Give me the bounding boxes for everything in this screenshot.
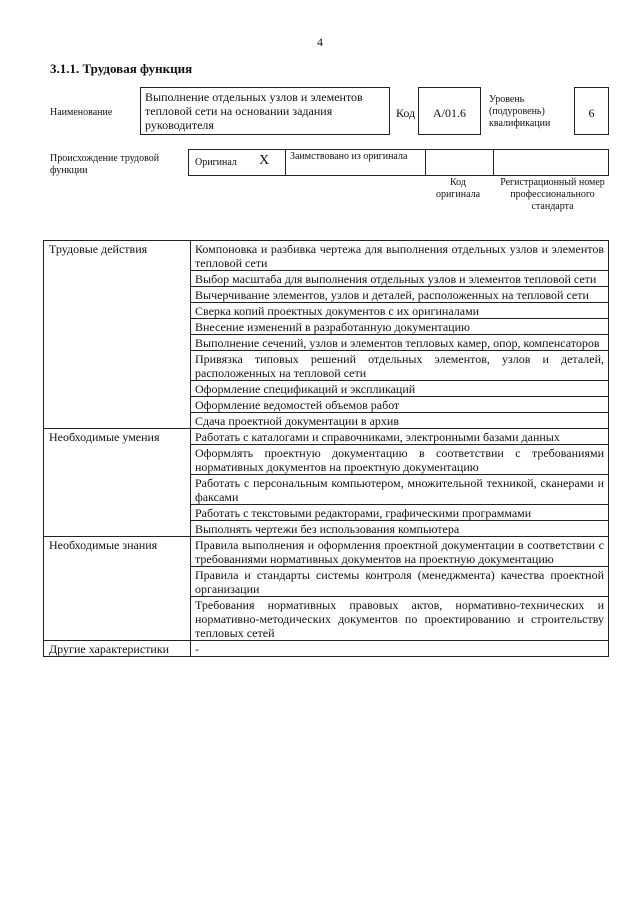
function-table-body — [44, 241, 609, 657]
section-item: Оформлять проектную документацию в соответствии с требованиями нормативных документов на проектную документацию — [191, 445, 609, 475]
origin-label: Происхождение трудовой функции — [50, 153, 160, 176]
function-table — [43, 240, 609, 657]
section-title: 3.1.1. Трудовая функция — [50, 61, 193, 76]
name-label: Наименование — [50, 107, 113, 118]
section-item: Оформление спецификаций и экспликаций — [191, 381, 609, 397]
original-label: Оригинал — [195, 157, 237, 168]
divider — [425, 150, 426, 175]
section-item: Вычерчивание элементов, узлов и деталей, расположенных на тепловой сети — [191, 287, 609, 303]
section-item: Выбор масштаба для выполнения отдельных узлов и элементов тепловой сети — [191, 271, 609, 287]
section-item: Правила выполнения и оформления проектной документации в соответствии с требованиями нормативных документов на проектную документацию — [191, 537, 609, 567]
divider — [285, 150, 286, 175]
original-mark: X — [259, 153, 270, 168]
table-row — [44, 241, 609, 271]
section-item: - — [191, 641, 609, 657]
section-item: Выполнять чертежи без использования компьютера — [191, 521, 609, 537]
table-row — [44, 429, 609, 445]
section-item: Компоновка и разбивка чертежа для выполнения отдельных узлов и элементов тепловой сети — [191, 241, 609, 271]
table-row — [44, 641, 609, 657]
section-item: Оформление ведомостей объемов работ — [191, 397, 609, 413]
section-item: Привязка типовых решений отдельных элементов, узлов и деталей, расположенных на тепловой сети — [191, 351, 609, 381]
code-label: Код — [396, 106, 416, 120]
section-item: Работать с каталогами и справочниками, электронными базами данных — [191, 429, 609, 445]
name-value: Выполнение отдельных узлов и элементов тепловой сети на основании задания руководителя — [140, 87, 390, 135]
origin-grid — [188, 149, 609, 176]
section-item: Работать с персональным компьютером, множительной техникой, сканерами и факсами — [191, 475, 609, 505]
level-value: 6 — [574, 87, 609, 135]
page-number: 4 — [317, 35, 323, 49]
code-value: A/01.6 — [418, 87, 481, 135]
section-item: Выполнение сечений, узлов и элементов тепловых камер, опор, компенсаторов — [191, 335, 609, 351]
section-label: Необходимые умения — [44, 429, 191, 537]
section-item: Требования нормативных правовых актов, нормативно-технических и нормативно-методических документов по проектированию и строительству тепловых сетей — [191, 597, 609, 641]
section-item: Сдача проектной документации в архив — [191, 413, 609, 429]
section-item: Работать с текстовыми редакторами, графическими программами — [191, 505, 609, 521]
section-label: Другие характеристики — [44, 641, 191, 657]
section-item: Правила и стандарты системы контроля (менеджмента) качества проектной организации — [191, 567, 609, 597]
table-row — [44, 537, 609, 567]
code-original-label: Код оригинала — [435, 177, 481, 200]
section-item: Сверка копий проектных документов с их оригиналами — [191, 303, 609, 319]
reg-number-label: Регистрационный номер профессионального стандарта — [500, 177, 605, 212]
level-label: Уровень (подуровень) квалификации — [489, 94, 551, 129]
divider — [493, 150, 494, 175]
section-item: Внесение изменений в разработанную документацию — [191, 319, 609, 335]
section-label: Необходимые знания — [44, 537, 191, 641]
borrowed-label: Заимствовано из оригинала — [290, 151, 408, 162]
section-label: Трудовые действия — [44, 241, 191, 429]
